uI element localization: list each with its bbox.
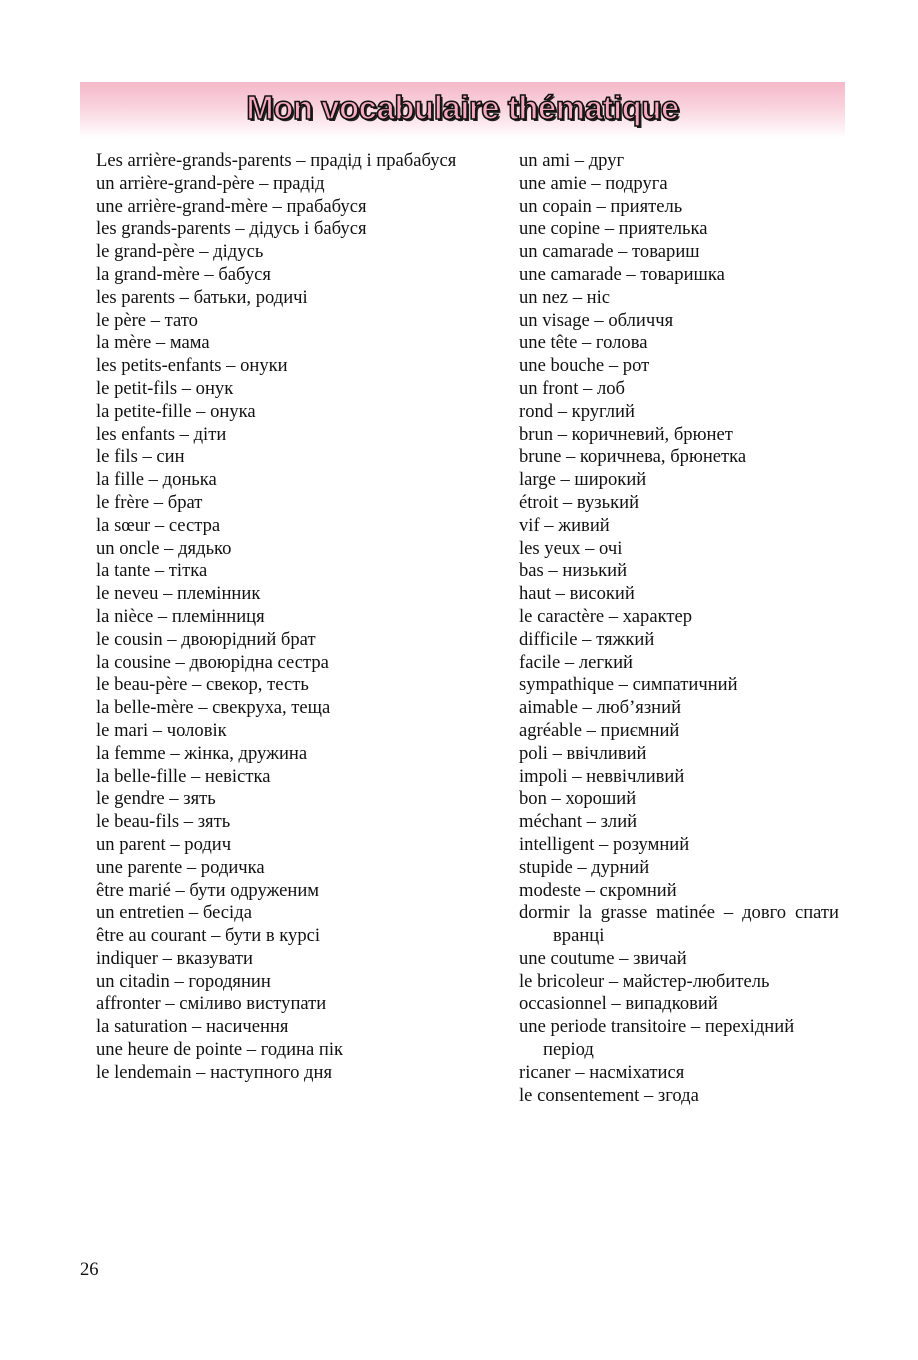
vocabulary-entry: impoli – неввічливий xyxy=(519,765,685,787)
vocabulary-entry: une parente – родичка xyxy=(96,856,265,878)
vocabulary-entry: une heure de pointe – година пік xyxy=(96,1039,344,1061)
vocabulary-entry: étroit – вузький xyxy=(519,491,640,513)
vocabulary-entry: une arrière-grand-mère – прабабуся xyxy=(96,195,367,217)
vocabulary-entry: stupide – дурний xyxy=(519,856,650,878)
vocabulary-entry: la tante – тітка xyxy=(96,560,208,582)
vocabulary-entry: bon – хороший xyxy=(519,788,637,810)
vocabulary-entry: la cousine – двоюрідна сестра xyxy=(96,651,329,673)
vocabulary-entry: vif – живий xyxy=(519,514,610,536)
vocabulary-entry: occasionnel – випадковий xyxy=(519,993,718,1015)
vocabulary-entry: une camarade – товаришка xyxy=(519,263,725,285)
vocabulary-entry: bas – низький xyxy=(519,560,628,582)
vocabulary-entry: le grand-père – дідусь xyxy=(96,241,264,263)
vocabulary-entry: brun – коричневий, брюнет xyxy=(519,423,733,445)
vocabulary-entry: le consentement – згода xyxy=(519,1084,699,1106)
vocabulary-entry: le beau-père – свекор, тесть xyxy=(96,674,309,696)
vocabulary-entry: les parents – батьки, родичі xyxy=(96,286,308,308)
vocabulary-entry: le frère – брат xyxy=(96,491,203,513)
vocabulary-entry: la femme – жінка, дружина xyxy=(96,742,308,764)
vocabulary-entry: un parent – родич xyxy=(96,833,232,855)
vocabulary-entry: la grand-mère – бабуся xyxy=(96,263,271,285)
vocabulary-entry: la belle-fille – невістка xyxy=(96,765,271,787)
vocabulary-entry: être au courant – бути в курсі xyxy=(96,925,321,947)
vocabulary-entry: les enfants – діти xyxy=(96,423,227,445)
vocabulary-entry: sympathique – симпатичний xyxy=(519,674,738,696)
vocabulary-entry: une tête – голова xyxy=(519,332,648,354)
vocabulary-entry: indiquer – вказувати xyxy=(96,947,253,969)
vocabulary-entry: dormir la grasse matinée – довго спати вранці xyxy=(519,902,839,947)
vocabulary-entry: le neveu – племінник xyxy=(96,583,261,605)
vocabulary-entry: le bricoleur – майстер-любитель xyxy=(519,970,770,992)
vocabulary-entry: le lendemain – наступного дня xyxy=(96,1061,333,1083)
vocabulary-entry: un copain – приятель xyxy=(519,195,683,217)
vocabulary-entry: méchant – злий xyxy=(519,811,638,833)
title-band xyxy=(80,82,845,138)
vocabulary-entry: une periode transitoire – перехідний період xyxy=(519,1016,795,1061)
vocabulary-entry: le fils – син xyxy=(96,446,185,468)
vocabulary-entry: un oncle – дядько xyxy=(96,537,232,559)
vocabulary-entry: Les arrière-grands-parents – прадід і прабабуся xyxy=(96,150,457,171)
vocabulary-entry: la belle-mère – свекруха, теща xyxy=(96,697,331,719)
vocabulary-entry: brune – коричнева, брюнетка xyxy=(519,446,747,468)
vocabulary-entry: un camarade – товариш xyxy=(519,241,700,263)
vocabulary-entry: le père – тато xyxy=(96,309,198,331)
vocabulary-entry: le petit-fils – онук xyxy=(96,377,234,399)
vocabulary-entry: poli – ввічливий xyxy=(519,742,647,764)
vocabulary-entry: un arrière-grand-père – прадід xyxy=(96,172,325,194)
vocabulary-entry: une coutume – звичай xyxy=(519,947,687,969)
vocabulary-entry: un front – лоб xyxy=(519,377,626,399)
vocabulary-entry: la petite-fille – онука xyxy=(96,400,256,422)
vocabulary-entry: la fille – донька xyxy=(96,469,217,491)
vocabulary-list-left xyxy=(96,150,496,1085)
page-number: 26 xyxy=(80,1259,99,1280)
vocabulary-entry: large – широкий xyxy=(519,469,647,491)
vocabulary-entry: agréable – приємний xyxy=(519,719,680,741)
vocabulary-entry: la sœur – сестра xyxy=(96,514,221,536)
vocabulary-entry: un entretien – бесіда xyxy=(96,902,252,924)
vocabulary-entry: un ami – друг xyxy=(519,150,625,171)
vocabulary-entry: le caractère – характер xyxy=(519,605,693,627)
vocabulary-entry: le beau-fils – зять xyxy=(96,811,231,833)
vocabulary-entry: rond – круглий xyxy=(519,400,635,422)
vocabulary-entry: haut – високий xyxy=(519,583,635,605)
vocabulary-entry: facile – легкий xyxy=(519,651,633,673)
vocabulary-entry: la saturation – насичення xyxy=(96,1016,289,1038)
vocabulary-entry: le mari – чоловік xyxy=(96,719,227,741)
vocabulary-entry: difficile – тяжкий xyxy=(519,628,655,650)
vocabulary-entry: la nièce – племінниця xyxy=(96,605,265,627)
vocabulary-entry: les petits-enfants – онуки xyxy=(96,355,288,377)
vocabulary-entry: un citadin – городянин xyxy=(96,970,271,992)
vocabulary-entry: une bouche – рот xyxy=(519,355,650,377)
vocabulary-entry: un visage – обличчя xyxy=(519,309,674,331)
vocabulary-list-right xyxy=(519,150,839,1107)
vocabulary-entry: un nez – ніс xyxy=(519,286,611,308)
vocabulary-entry: ricaner – насміхатися xyxy=(519,1061,685,1083)
vocabulary-entry: être marié – бути одруженим xyxy=(96,879,320,901)
vocabulary-entry: le cousin – двоюрідний брат xyxy=(96,628,316,650)
vocabulary-entry: modeste – скромний xyxy=(519,879,677,901)
vocabulary-entry: les yeux – очі xyxy=(519,537,623,559)
vocabulary-entry: affronter – сміливо виступати xyxy=(96,993,327,1015)
vocabulary-entry: le gendre – зять xyxy=(96,788,216,810)
vocabulary-entry: une amie – подруга xyxy=(519,172,668,194)
page-title: Mon vocabulaire thématique xyxy=(246,89,679,126)
vocabulary-entry: intelligent – розумний xyxy=(519,833,690,855)
vocabulary-entry: aimable – люб’язний xyxy=(519,697,682,719)
vocabulary-entry: une copine – приятелька xyxy=(519,218,708,240)
vocabulary-entry: la mère – мама xyxy=(96,332,210,354)
vocabulary-entry: les grands-parents – дідусь і бабуся xyxy=(96,218,367,240)
